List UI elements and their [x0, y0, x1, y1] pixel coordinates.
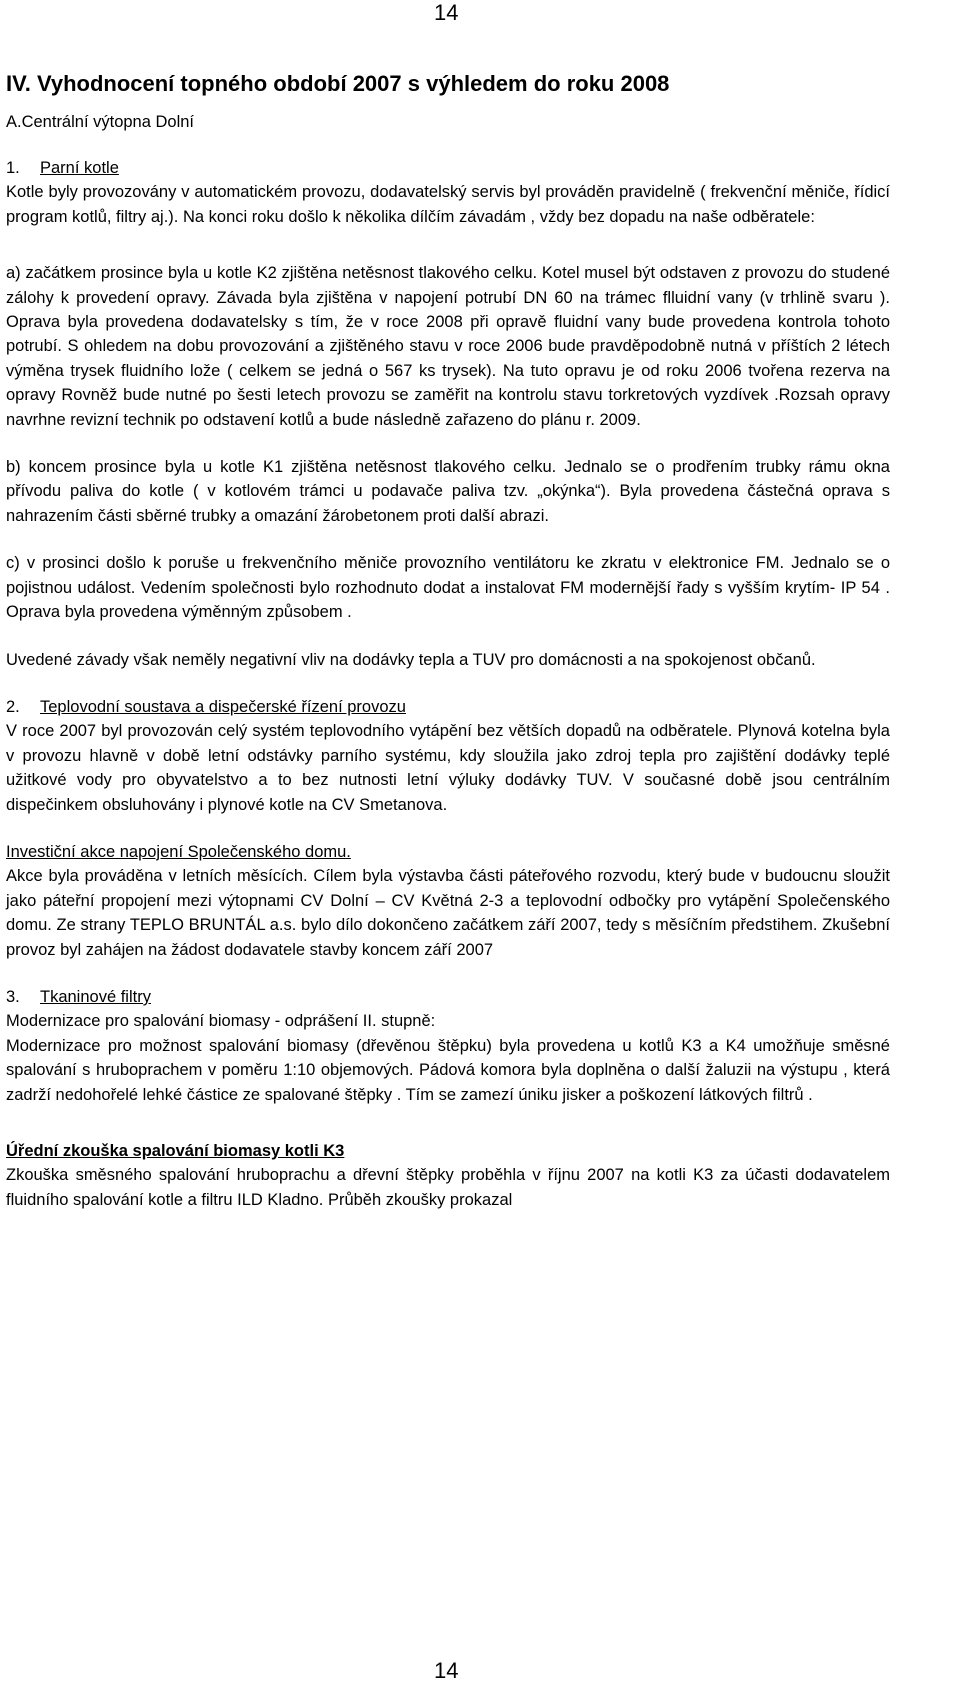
section-3-title: Tkaninové filtry	[40, 987, 151, 1006]
document-content	[6, 70, 890, 1212]
section-3-line1: Modernizace pro spalování biomasy - odprášení II. stupně:	[6, 1012, 436, 1031]
section-3-body: Modernizace pro možnost spalování biomasy (dřevěnou štěpku) byla provedena u kotlů K3 a K4 umožňuje směsné spalování s hruboprachem v poměru 1:10 objemových. Pádová komora byla doplněna o další žaluzii na výstupu , která zadrží nedohořelé lehké částice ze spalované štěpky . Tím se zamezí úniku jisker a poškození látkových filtrů .	[6, 1036, 890, 1104]
investment-body: Akce byla prováděna v letních měsících. Cílem byla výstavba části páteřového rozvodu, který bude v budoucnu sloužit jako páteřní propojení mezi výtopnami CV Dolní – CV Květná 2-3 a teplovodní odbočky pro vytápění Společenského domu. Ze strany TEPLO BRUNTÁL a.s. bylo dílo dokončeno začátkem září 2007, tedy s měsíčním předstihem. Zkušební provoz byl zahájen na žádost dodavatele stavby koncem září 2007	[6, 867, 890, 959]
test-body: Zkouška směsného spalování hruboprachu a dřevní štěpky proběhla v říjnu 2007 na kotli K3 za účasti dodavatelem fluidního spalování kotle a filtru ILD Kladno. Průběh zkoušky prokazal	[6, 1166, 890, 1209]
section-1-intro: Kotle byly provozovány v automatickém provozu, dodavatelský servis byl prováděn pravidelně ( frekvenční měniče, řídicí program kotlů, filtry aj.). Na konci roku došlo k několika dílčím závadám , vždy bez dopadu na naše odběratele:	[6, 183, 890, 226]
investment-heading	[6, 840, 890, 864]
section-1-item-a: a) začátkem prosince byla u kotle K2 zjištěna netěsnost tlakového celku. Kotel musel být odstaven z provozu do studené zálohy k provedení opravy. Závada byla zjištěna v napojení potrubí DN 60 na trámec flluidní vany (v trhlině svaru ). Oprava byla provedena dodavatelsky s tím, že v roce 2008 při opravě fluidní vany bude provedena kontrola tohoto potrubí. S ohledem na dobu provozování a zjištěného stavu v roce 2006 bude pravděpodobně nutná v příštích 2 létech výměna trysek fluidního lože ( celkem se jedná o 567 ks trysek). Na tuto opravu je od roku 2006 tvořena rezerva na opravy Rovněž bude nutné po šesti letech provozu se zaměřit na kontrolu stavu torkretových vyzdívek .Rozsah opravy navrhne revizní technik po odstavení kotlů a bude následně zařazeno do plánu r. 2009.	[6, 264, 890, 429]
test-title: Úřední zkouška spalování biomasy kotli K3	[6, 1142, 345, 1160]
section-1-number: 1.	[6, 159, 20, 177]
investment-title: Investiční akce napojení Společenského domu.	[6, 842, 351, 861]
section-1-item-b: b) koncem prosince byla u kotle K1 zjištěna netěsnost tlakového celku. Jednalo se o prodřením trubky rámu okna přívodu paliva do kotle ( v kotlovém trámci u podavače paliva tzv. „okýnka“). Byla provedena částečná oprava s nahrazením části sběrné trubky a omazání žárobetonem proti další abrazi.	[6, 458, 890, 525]
section-2-body: V roce 2007 byl provozován celý systém teplovodního vytápění bez větších dopadů na odběratele. Plynová kotelna byla v provozu hlavně v době letní odstávky parního systému, kdy sloužila jako zdroj tepla pro zajištění dodávky teplé užitkové vody pro obyvatelstvo a to bez nutnosti letní výluky dodávky TUV. V současné době jsou centrálním dispečinkem obsluhovány i plynové kotle na CV Smetanova.	[6, 722, 890, 814]
test-heading	[6, 1139, 890, 1163]
page-number-bottom: 14	[434, 1658, 459, 1683]
section-1-summary: Uvedené závady však neměly negativní vliv na dodávky tepla a TUV pro domácnosti a na spokojenost občanů.	[6, 650, 816, 669]
section-3-number: 3.	[6, 987, 20, 1006]
section-2-heading	[6, 695, 890, 719]
section-subtitle: A.Centrální výtopna Dolní	[6, 113, 195, 131]
page-title: IV. Vyhodnocení topného období 2007 s výhledem do roku 2008	[6, 71, 670, 96]
page-number-top: 14	[434, 0, 459, 25]
section-1-title: Parní kotle	[40, 159, 119, 177]
section-2-title: Teplovodní soustava a dispečerské řízení provozu	[40, 697, 406, 716]
section-3-heading	[6, 985, 890, 1009]
section-1-item-c: c) v prosinci došlo k poruše u frekvenčního měniče provozního ventilátoru ke zkratu v elektronice FM. Jednalo se o pojistnou událost. Vedením společnosti bylo rozhodnuto dodat a instalovat FM modernější řady s vyšším krytím- IP 54 . Oprava byla provedena výměnným způsobem .	[6, 554, 890, 622]
section-1-heading	[6, 156, 890, 180]
section-2-number: 2.	[6, 697, 20, 716]
